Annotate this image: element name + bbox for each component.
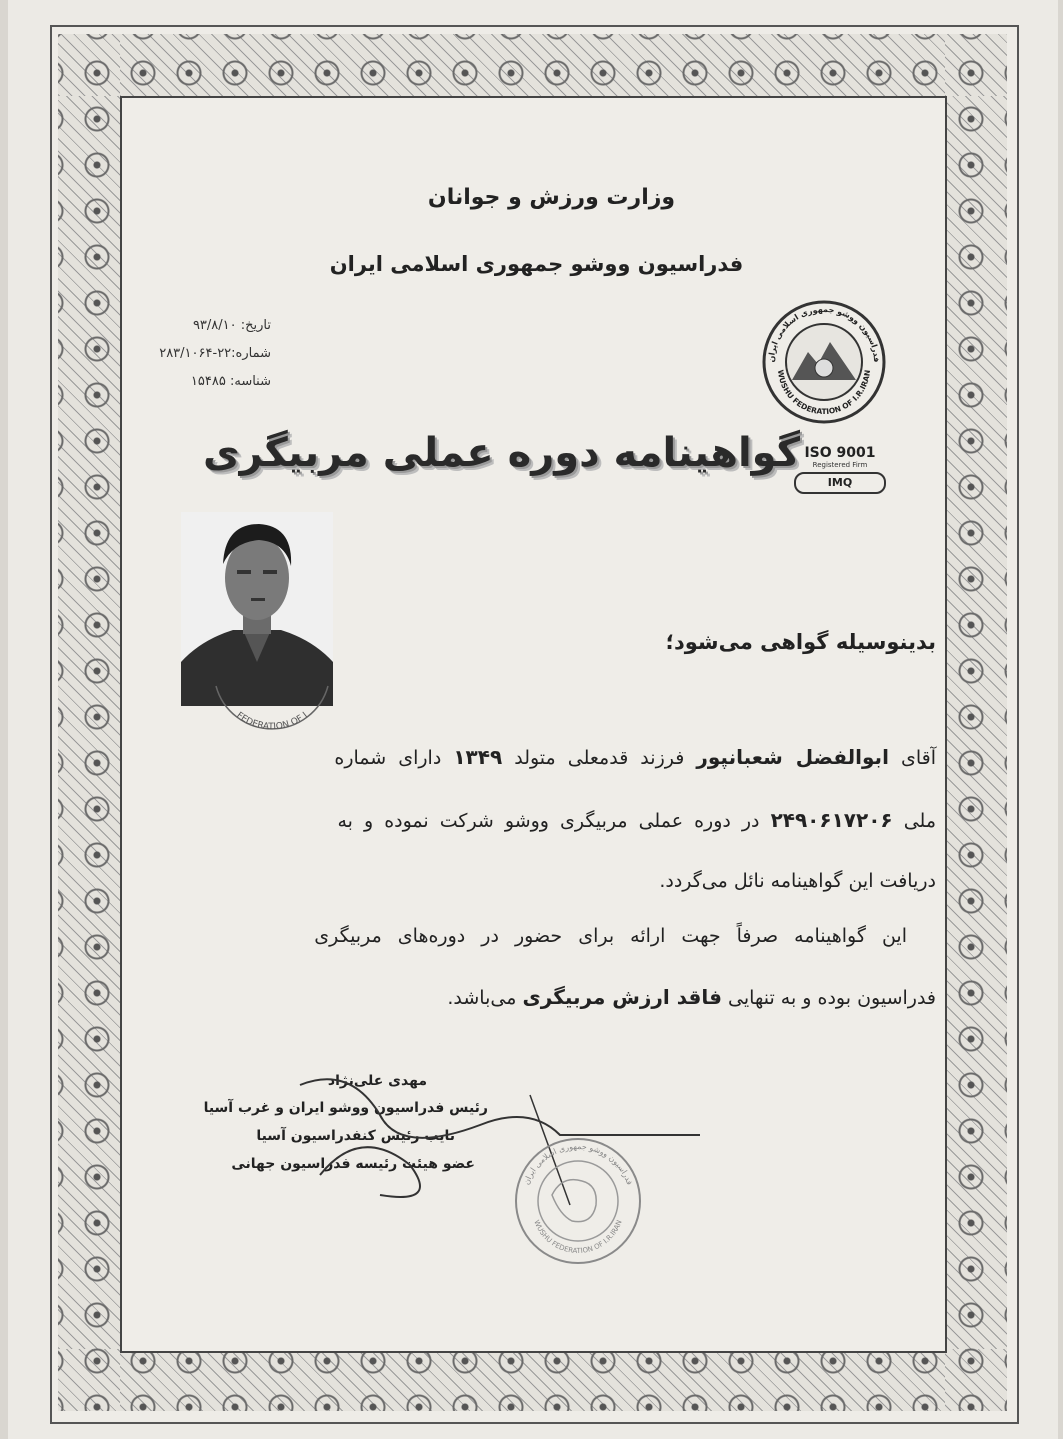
svg-text:FEDERATION OF I [234,711,309,733]
photo-stamp [212,680,332,740]
holder-name: ابوالفضل شعبانپور [696,745,889,769]
body-line-4: این گواهینامه صرفاً جهت ارائه برای حضور در دوره‌های مربیگری [314,925,907,947]
federation-logo [760,298,888,426]
seal-text-en: WUSHU FEDERATION OF I.R.IRAN [532,1219,624,1256]
iso-standard: ISO 9001 [804,445,876,461]
body-line-5: فدراسیون بوده و به تنهایی فاقد ارزش مربیگری می‌باشد. [447,985,936,1009]
ministry-heading: وزارت ورزش و جوانان [427,185,676,210]
seal-text-fa: فدراسیون ووشو جمهوری اسلامی ایران [521,1141,635,1187]
signatory-title-2: نایب رئیس کنفدراسیون آسیا [256,1128,455,1144]
national-id: ۲۴۹۰۶۱۷۲۰۶ [770,808,893,832]
meta-id: شناسه: ۱۵۴۸۵ [190,374,271,389]
birth-year: ۱۳۴۹ [453,745,503,769]
person-silhouette-icon [181,512,333,706]
federation-heading: فدراسیون ووشو جمهوری اسلامی ایران [329,252,744,276]
logo-ring-text-en: WUSHU FEDERATION OF I.R.IRAN [775,369,873,417]
logo-ring-text-fa: فدراسیون ووشو جمهوری اسلامی ایران [766,304,882,363]
iso-registered: Registered Firm [812,461,868,469]
body-line-1: آقای ابوالفضل شعبانپور فرزند قدمعلی متولد ۱۳۴۹ دارای شماره [334,745,936,769]
no-coaching-value: فاقد ارزش مربیگری [522,985,722,1009]
imq-logo: IMQ [794,472,886,494]
meta-number: شماره:۲۲-۲۸۳/۱۰۶۴ [159,346,271,361]
signatory-title-3: عضو هیئت رئیسه فدراسیون جهانی [231,1156,475,1172]
signatory-name: مهدی علی‌نژاد [327,1073,427,1089]
body-line-2: ملی ۲۴۹۰۶۱۷۲۰۶ در دوره عملی مربیگری ووشو شرکت نموده و به [337,808,936,832]
signatory-title-1: رئیس فدراسیون ووشو ایران و غرب آسیا [203,1100,488,1116]
meta-date: تاریخ: ۹۳/۸/۱۰ [192,318,271,333]
certificate-title: گواهینامه دوره عملی مربیگری [202,430,801,476]
body-line-3: دریافت این گواهینامه نائل می‌گردد. [659,870,936,892]
photo-stamp-text: FEDERATION OF I [234,710,310,733]
certify-line: بدینوسیله گواهی می‌شود؛ [665,630,936,654]
portrait-photo [181,512,333,706]
federation-seal [512,1135,644,1267]
